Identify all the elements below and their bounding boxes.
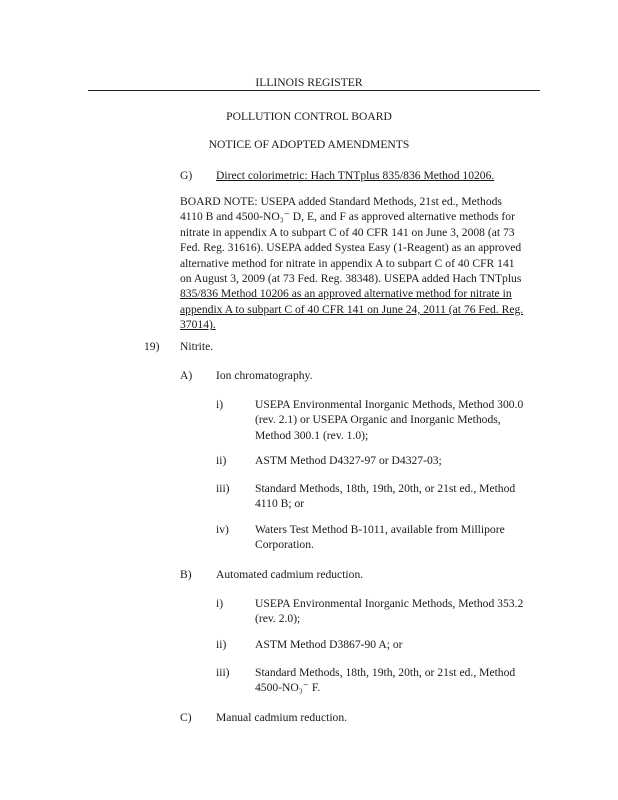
item-g-text: Direct colorimetric: Hach TNTplus 835/836 Method 10206. xyxy=(216,169,495,182)
a-ii-text xyxy=(255,453,442,468)
text-line: Corporation. xyxy=(255,538,314,552)
section-19-title: Nitrite. xyxy=(180,340,214,353)
text-line: (rev. 2.1) or USEPA Organic and Inorganic Methods, xyxy=(255,413,501,427)
a-iv-text xyxy=(255,522,505,553)
board-note-line: nitrate in appendix A to subpart C of 40 CFR 141 on June 3, 2008 (at 73 xyxy=(180,225,515,239)
a-iii-text xyxy=(255,481,515,512)
subsection-b-title: Automated cadmium reduction. xyxy=(216,568,364,581)
b-iii-text xyxy=(255,665,515,696)
text-line: Waters Test Method B-1011, available from Millipore xyxy=(255,523,505,536)
register-title: ILLINOIS REGISTER xyxy=(255,76,363,89)
board-note-line: 835/836 Method 10206 as an approved alternative method for nitrate in xyxy=(180,287,512,301)
a-ii-label: ii) xyxy=(216,454,227,467)
text-line: USEPA Environmental Inorganic Methods, Method 300.0 xyxy=(255,398,524,411)
board-note-line: appendix A to subpart C of 40 CFR 141 on June 24, 2011 (at 76 Fed. Reg. xyxy=(180,302,524,316)
a-iv-label: iv) xyxy=(216,523,229,536)
subsection-c-title: Manual cadmium reduction. xyxy=(216,711,348,724)
board-title: POLLUTION CONTROL BOARD xyxy=(226,110,392,123)
a-i-text xyxy=(255,397,523,443)
b-iii-label: iii) xyxy=(216,666,230,679)
item-g-label: G) xyxy=(180,169,193,182)
b-ii-label: ii) xyxy=(216,638,227,651)
text-line: Standard Methods, 18th, 19th, 20th, or 21st ed., Method xyxy=(255,482,516,495)
header-rule xyxy=(88,90,540,91)
subsection-b-label: B) xyxy=(180,568,192,581)
text-line: (rev. 2.0); xyxy=(255,612,301,626)
text-line: Method 300.1 (rev. 1.0); xyxy=(255,428,369,442)
b-i-label: i) xyxy=(216,597,224,610)
notice-title: NOTICE OF ADOPTED AMENDMENTS xyxy=(208,138,410,151)
b-ii-text xyxy=(255,637,403,652)
text-line: 4500-NO₃⁻ F. xyxy=(255,681,321,695)
section-19-number: 19) xyxy=(144,340,160,353)
text-line: 4110 B; or xyxy=(255,497,305,511)
text-line: USEPA Environmental Inorganic Methods, Method 353.2 xyxy=(255,597,524,610)
a-iii-label: iii) xyxy=(216,482,230,495)
subsection-a-title: Ion chromatography. xyxy=(216,369,313,382)
board-note-line: Fed. Reg. 31616). USEPA added Systea Easy (1-Reagent) as an approved xyxy=(180,241,522,255)
board-note xyxy=(180,194,550,333)
board-note-line: alternative method for nitrate in appendix A to subpart C of 40 CFR 141 xyxy=(180,256,515,270)
board-note-line: on August 3, 2009 (at 73 Fed. Reg. 38348). USEPA added Hach TNTplus xyxy=(180,272,522,286)
text-line: ASTM Method D3867-90 A; or xyxy=(255,638,403,651)
text-line: Standard Methods, 18th, 19th, 20th, or 21st ed., Method xyxy=(255,666,516,679)
a-i-label: i) xyxy=(216,398,224,411)
subsection-c-label: C) xyxy=(180,711,192,724)
b-i-text xyxy=(255,596,523,627)
board-note-line: 37014). xyxy=(180,318,216,332)
board-note-line: BOARD NOTE: USEPA added Standard Methods, 21st ed., Methods xyxy=(180,195,502,208)
subsection-a-label: A) xyxy=(180,369,193,382)
board-note-line: 4110 B and 4500-NO₃⁻ D, E, and F as approved alternative methods for xyxy=(180,210,515,224)
text-line: ASTM Method D4327-97 or D4327-03; xyxy=(255,454,442,467)
